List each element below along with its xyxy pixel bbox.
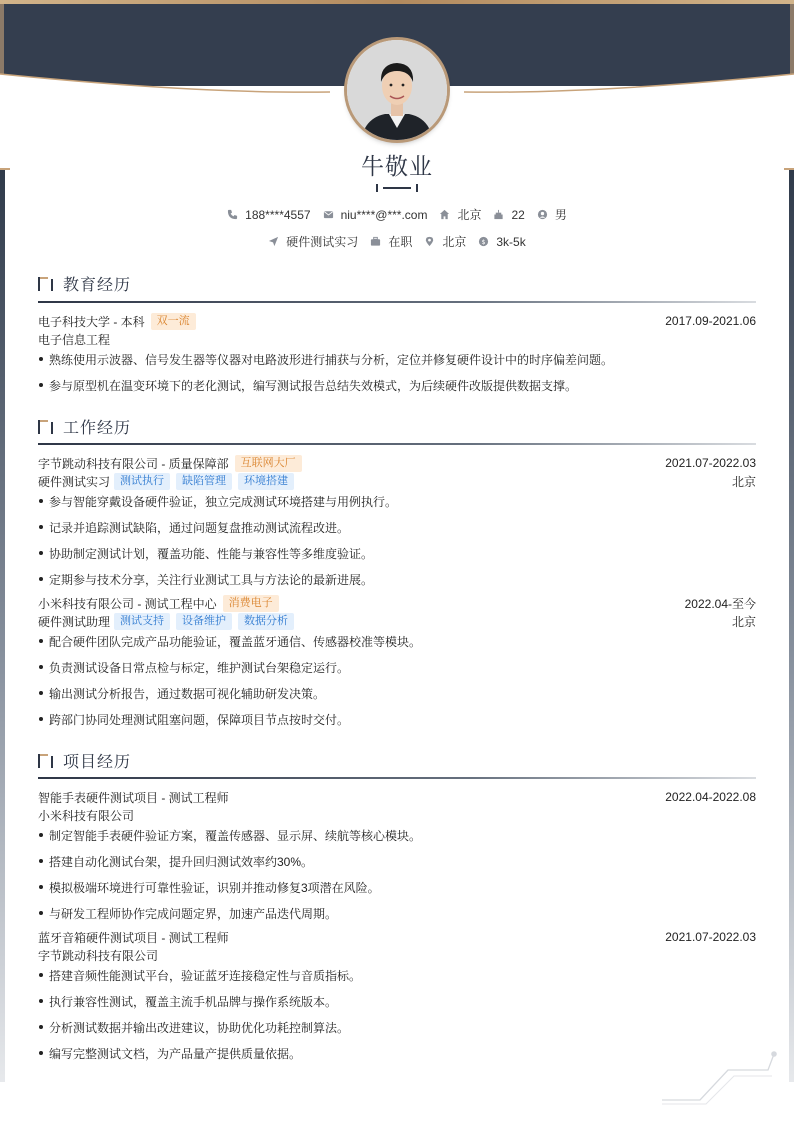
project-title: 智能手表硬件测试项目 - 测试工程师 <box>38 790 229 805</box>
city-text: 北京 <box>457 208 482 222</box>
section-mark-icon <box>38 420 54 434</box>
mail-icon <box>323 209 334 220</box>
list-item: 搭建音频性能测试平台，验证蓝牙连接稳定性与音质指标。 <box>38 966 756 984</box>
status-text: 在职 <box>388 235 413 249</box>
project-company: 小米科技有限公司 <box>38 808 135 823</box>
phone-text: 188****4557 <box>245 207 311 222</box>
target-job-text: 硬件测试实习 <box>286 235 359 249</box>
avatar <box>347 40 447 140</box>
list-item: 输出测试分析报告，通过数据可视化辅助研发决策。 <box>38 684 756 702</box>
skill-tag: 数据分析 <box>238 613 294 630</box>
school-tag: 双一流 <box>151 313 196 330</box>
section-title-text: 工作经历 <box>63 420 132 437</box>
project-company-row <box>38 806 756 824</box>
major: 电子信息工程 <box>38 332 111 347</box>
list-item: 熟练使用示波器、信号发生器等仪器对电路波形进行捕获与分析，定位并修复硬件设计中的时序偏差问题。 <box>38 350 756 368</box>
work-role-row <box>38 472 756 490</box>
email-text: niu****@***.com <box>340 207 428 222</box>
work-header <box>38 594 756 612</box>
target-city-text: 北京 <box>442 235 467 249</box>
skill-tag: 缺陷管理 <box>176 473 232 490</box>
intent-salary <box>478 235 525 249</box>
section-mark-icon <box>38 277 54 291</box>
company-dept: 字节跳动科技有限公司 - 质量保障部 <box>38 456 229 471</box>
role: 硬件测试助理 <box>38 614 111 629</box>
list-item: 配合硬件团队完成产品功能验证，覆盖蓝牙通信、传感器校准等模块。 <box>38 632 756 650</box>
intent-status <box>370 233 412 250</box>
education-date: 2017.09-2021.06 <box>665 314 756 328</box>
work-header <box>38 454 756 472</box>
work-date: 2021.07-2022.03 <box>665 456 756 470</box>
section-title-education <box>38 272 131 295</box>
section-divider <box>38 443 756 445</box>
work-role-row <box>38 612 756 630</box>
project-header <box>38 928 756 946</box>
section-title-work <box>38 415 131 438</box>
list-item: 与研发工程师协作完成问题定界，加速产品迭代周期。 <box>38 904 756 922</box>
home-icon <box>439 209 450 220</box>
list-item: 制定智能手表硬件验证方案，覆盖传感器、显示屏、续航等核心模块。 <box>38 826 756 844</box>
skill-tag: 环境搭建 <box>238 473 294 490</box>
section-divider <box>38 301 756 303</box>
section-title-projects <box>38 749 131 772</box>
project-company-row <box>38 946 756 964</box>
project-header <box>38 788 756 806</box>
company-tag: 消费电子 <box>223 595 279 612</box>
list-item: 搭建自动化测试台架，提升回归测试效率约30%。 <box>38 852 756 870</box>
company-tag: 互联网大厂 <box>235 455 302 472</box>
job-intent-row <box>0 233 794 250</box>
role: 硬件测试实习 <box>38 474 111 489</box>
age-text: 22 <box>511 207 525 222</box>
section-divider <box>38 777 756 779</box>
company-dept: 小米科技有限公司 - 测试工程中心 <box>38 596 217 611</box>
project-date: 2022.04-2022.08 <box>665 790 756 804</box>
location-pin-icon <box>424 236 435 247</box>
phone-icon <box>227 209 238 220</box>
page-frame-right <box>789 170 794 1082</box>
list-item: 执行兼容性测试，覆盖主流手机品牌与操作系统版本。 <box>38 992 756 1010</box>
project-title: 蓝牙音箱硬件测试项目 - 测试工程师 <box>38 930 229 945</box>
page-frame-left <box>0 170 5 1082</box>
gender-text: 男 <box>554 208 567 222</box>
list-item: 分析测试数据并输出改进建议，协助优化功耗控制算法。 <box>38 1018 756 1036</box>
contact-city <box>439 206 481 223</box>
work-location: 北京 <box>731 474 756 489</box>
section-mark-icon <box>38 754 54 768</box>
education-major-row <box>38 330 756 348</box>
section-title-text: 教育经历 <box>63 277 132 294</box>
skill-tag: 测试执行 <box>114 473 170 490</box>
section-title-text: 项目经历 <box>63 754 132 771</box>
list-item: 模拟极端环境进行可靠性验证，识别并推动修复3项潜在风险。 <box>38 878 756 896</box>
send-icon <box>268 236 279 247</box>
money-icon <box>478 236 489 247</box>
work-location: 北京 <box>731 614 756 629</box>
list-item: 协助制定测试计划，覆盖功能、性能与兼容性等多维度验证。 <box>38 544 756 562</box>
contact-row <box>0 206 794 223</box>
candidate-name: 牛敬业 <box>361 153 433 179</box>
list-item: 定期参与技术分享，关注行业测试工具与方法论的最新进展。 <box>38 570 756 588</box>
briefcase-icon <box>370 236 381 247</box>
intent-location <box>424 233 466 250</box>
user-icon <box>537 209 548 220</box>
svg-text:$: $ <box>481 237 486 246</box>
skill-tag: 设备维护 <box>176 613 232 630</box>
salary-text: 3k-5k <box>496 234 526 249</box>
list-item: 跨部门协同处理测试阻塞问题，保障项目节点按时交付。 <box>38 710 756 728</box>
contact-phone <box>227 208 310 222</box>
list-item: 编写完整测试文档，为产品量产提供质量依据。 <box>38 1044 756 1062</box>
list-item: 参与原型机在温变环境下的老化测试，编写测试报告总结失效模式，为后续硬件改版提供数据支撑。 <box>38 376 756 394</box>
school-degree: 电子科技大学 - 本科 <box>38 314 145 329</box>
project-company: 字节跳动科技有限公司 <box>38 948 159 963</box>
intent-job <box>268 233 358 250</box>
list-item: 负责测试设备日常点检与标定，维护测试台架稳定运行。 <box>38 658 756 676</box>
education-header <box>38 312 756 330</box>
work-date: 2022.04-至今 <box>684 596 756 611</box>
contact-age <box>493 208 524 222</box>
list-item: 记录并追踪测试缺陷，通过问题复盘推动测试流程改进。 <box>38 518 756 536</box>
contact-email <box>323 208 428 222</box>
project-date: 2021.07-2022.03 <box>665 930 756 944</box>
list-item: 参与智能穿戴设备硬件验证，独立完成测试环境搭建与用例执行。 <box>38 492 756 510</box>
skill-tag: 测试支持 <box>114 613 170 630</box>
cake-icon <box>493 209 504 220</box>
name-divider <box>375 183 419 193</box>
contact-gender <box>537 206 567 223</box>
corner-decoration <box>660 1048 780 1106</box>
